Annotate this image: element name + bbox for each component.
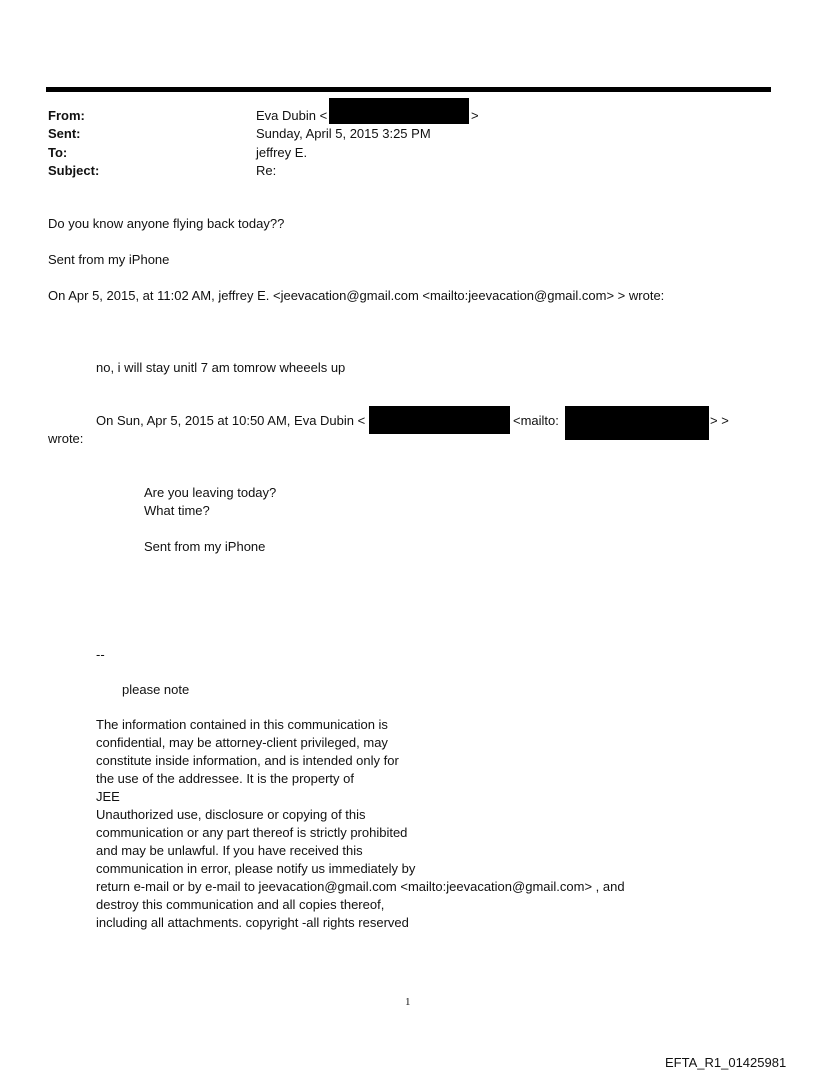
to-label: To: xyxy=(48,145,68,160)
disclaimer-line: communication or any part thereof is strictly prohibited xyxy=(96,825,408,840)
sent-label: Sent: xyxy=(48,126,81,141)
disclaimer-line: return e-mail or by e-mail to jeevacation@gmail.com <mailto:jeevacation@gmail.com> , and xyxy=(96,879,625,894)
subject-value: Re: xyxy=(256,163,277,178)
redaction-box xyxy=(329,98,469,124)
document-id: EFTA_R1_01425981 xyxy=(665,1055,787,1070)
quote1-attribution-wrap: wrote: xyxy=(48,431,84,446)
from-value xyxy=(256,107,327,125)
from-value-prefix: Eva Dubin < xyxy=(256,108,328,123)
disclaimer-line: The information contained in this communication is xyxy=(96,717,388,732)
signature-dashes: -- xyxy=(96,647,105,662)
quote1-text: no, i will stay unitl 7 am tomrow wheeels up xyxy=(96,360,346,375)
disclaimer-line: confidential, may be attorney-client privileged, may xyxy=(96,735,388,750)
disclaimer-line: Unauthorized use, disclosure or copying of this xyxy=(96,807,366,822)
body-line-2: Sent from my iPhone xyxy=(48,252,170,267)
header-rule xyxy=(46,87,771,92)
subject-label: Subject: xyxy=(48,163,100,178)
quote1-attribution-c: > > xyxy=(710,413,729,428)
disclaimer-line: and may be unlawful. If you have received this xyxy=(96,843,363,858)
sent-value: Sunday, April 5, 2015 3:25 PM xyxy=(256,126,431,141)
quote1-attribution-a: On Sun, Apr 5, 2015 at 10:50 AM, Eva Dubin < xyxy=(96,413,366,428)
body-line-3: On Apr 5, 2015, at 11:02 AM, jeffrey E. <jeevacation@gmail.com <mailto:jeevacation@gmail.com> > wrote: xyxy=(48,288,665,303)
disclaimer-line: including all attachments. copyright -all rights reserved xyxy=(96,915,409,930)
redaction-box xyxy=(565,406,709,440)
disclaimer-line: the use of the addressee. It is the property of xyxy=(96,771,354,786)
body-line-1: Do you know anyone flying back today?? xyxy=(48,216,285,231)
disclaimer-block xyxy=(96,716,625,932)
disclaimer-line: constitute inside information, and is intended only for xyxy=(96,753,399,768)
quote2-line-1: Are you leaving today? xyxy=(144,485,277,500)
quote2-line-2: What time? xyxy=(144,503,210,518)
disclaimer-line: JEE xyxy=(96,789,120,804)
redaction-box xyxy=(369,406,510,434)
page-number: 1 xyxy=(405,996,411,1008)
disclaimer-line: communication in error, please notify us immediately by xyxy=(96,861,416,876)
quote2-line-3: Sent from my iPhone xyxy=(144,539,266,554)
quote1-attribution-b: <mailto: xyxy=(513,413,559,428)
from-value-suffix: > xyxy=(471,108,479,123)
from-label: From: xyxy=(48,108,85,123)
disclaimer-line: destroy this communication and all copies thereof, xyxy=(96,897,385,912)
to-value: jeffrey E. xyxy=(256,145,308,160)
signature-note: please note xyxy=(122,682,190,697)
